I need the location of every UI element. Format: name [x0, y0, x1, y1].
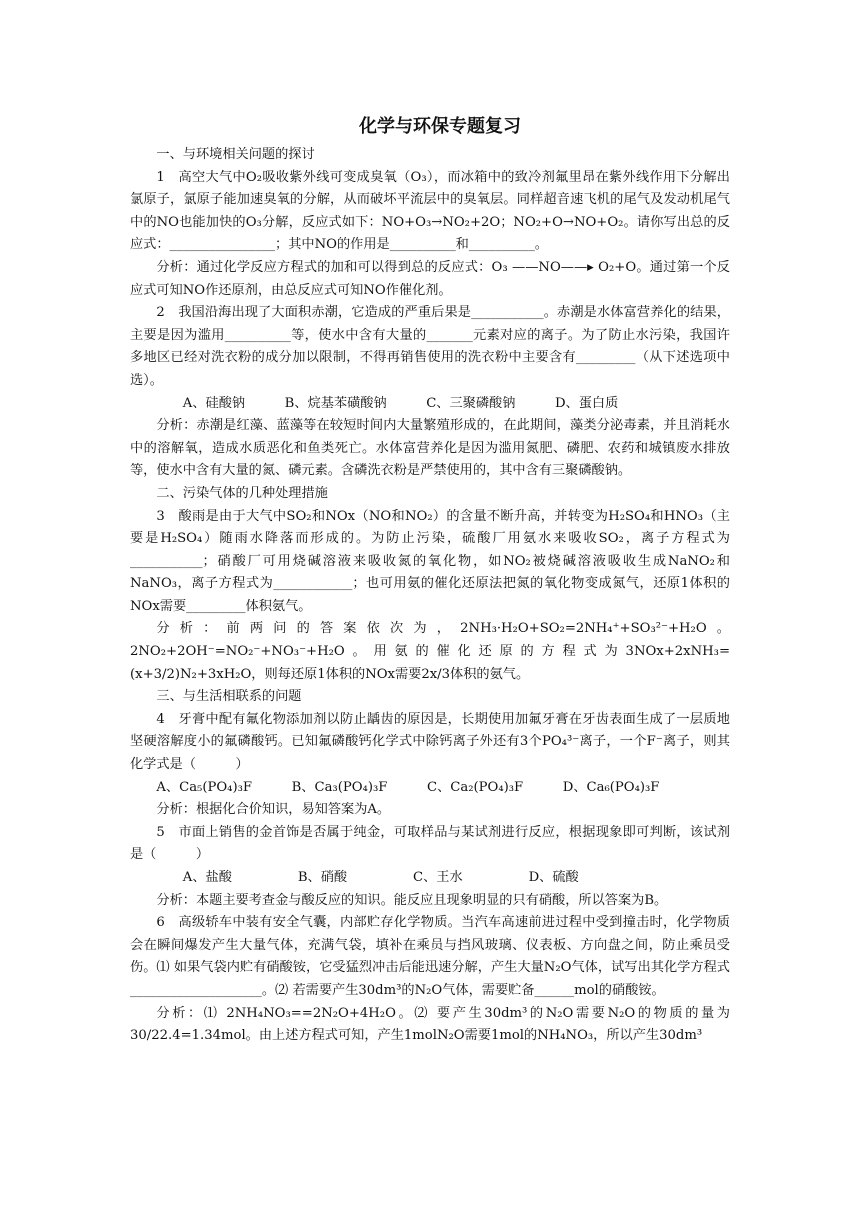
analysis-4: 分析：根据化合价知识，易知答案为A。 — [156, 802, 391, 818]
analysis-1: 分析：通过化学反应方程式的加和可以得到总的反应式：O₃ ——NO——▸ O₂+O。通过第一个反应式可知NO作还原剂，由总反应式可知NO作催化剂。 — [130, 259, 730, 298]
analysis-5: 分析：本题主要考查金与酸反应的知识。能反应且现象明显的只有硝酸，所以答案为B。 — [156, 892, 668, 908]
options-2: A、硅酸钠 B、烷基苯磺酸钠 C、三聚磷酸钠 D、蛋白质 — [182, 395, 619, 411]
question-6: 6 高级轿车中装有安全气囊，内部贮存化学物质。当汽车高速前进过程中受到撞击时，化学物质会在瞬间爆发产生大量气体，充满气袋，填补在乘员与挡风玻璃、仪表板、方向盘之间，防止乘员受伤。⑴ 如果气袋内贮有硝酸铵，它受猛烈冲击后能迅速分解，产生大量N₂O气体，试写出其化学方程式____________________。⑵ 若需要产生30dm³的N₂O气体，需要贮备______mol的硝酸铵。 — [130, 915, 730, 998]
document-page — [130, 112, 730, 1048]
question-5: 5 市面上销售的金首饰是否属于纯金，可取样品与某试剂进行反应，根据现象即可判断，该试剂是（ ） — [130, 824, 730, 863]
analysis-6: 分析：⑴ 2NH₄NO₃==2N₂O+4H₂O。⑵ 要产生30dm³的N₂O需要N₂O的物质的量为30/22.4=1.34mol。由上述方程式可知，产生1molN₂O需要1mol的NH₄NO₃，所以产生30dm³ — [130, 1005, 730, 1044]
question-1: 1 高空大气中O₂吸收紫外线可变成臭氧（O₃），而冰箱中的致冷剂氟里昂在紫外线作用下分解出氯原子，氯原子能加速臭氧的分解，从而破坏平流层中的臭氧层。同样超音速飞机的尾气及发动机尾气中的NO也能加快的O₃分解，反应式如下：NO+O₃→NO₂+2O；NO₂+O→NO+O₂。请你写出总的反应式：________________；其中NO的作用是__________和__________。 — [130, 169, 730, 253]
question-2: 2 我国沿海出现了大面积赤潮，它造成的严重后果是___________。赤潮是水体富营养化的结果，主要是因为滥用__________等，使水中含有大量的_______元素对应的离子。为了防止水污染，我国许多地区已经对洗衣粉的成分加以限制，不得再销售使用的洗衣粉中主要含有_________（从下述选项中选）。 — [130, 305, 730, 388]
analysis-2: 分析：赤潮是红藻、蓝藻等在较短时间内大量繁殖形成的，在此期间，藻类分泌毒素，并且消耗水中的溶解氧，造成水质恶化和鱼类死亡。水体富营养化是因为滥用氮肥、磷肥、农药和城镇废水排放等，使水中含有大量的氮、磷元素。含磷洗衣粉是严禁使用的，其中含有三聚磷酸钠。 — [130, 418, 730, 479]
question-3: 3 酸雨是由于大气中SO₂和NOx（NO和NO₂）的含量不断升高，并转变为H₂SO₄和HNO₃（主要是H₂SO₄）随雨水降落而形成的。为防止污染，硫酸厂用氨水来吸收SO₂，离子方程式为___________；硝酸厂可用烧碱溶液来吸收氮的氧化物，如NO₂被烧碱溶液吸收生成NaNO₂和NaNO₃，离子方程式为____________；也可用氨的催化还原法把氮的氧化物变成氮气，还原1体积的NOx需要_________体积氨气。 — [130, 508, 730, 614]
question-4: 4 牙膏中配有氟化物添加剂以防止龋齿的原因是，长期使用加氟牙膏在牙齿表面生成了一层质地坚硬溶解度小的氟磷酸钙。已知氟磷酸钙化学式中除钙离子外还有3个PO₄³⁻离子，一个F⁻离子，则其化学式是（ ） — [130, 711, 730, 773]
section-heading-3: 三、与生活相联系的问题 — [156, 689, 302, 705]
section-heading-1: 一、与环境相关问题的探讨 — [156, 147, 315, 162]
section-heading-2: 二、污染气体的几种处理措施 — [156, 485, 328, 501]
options-5: A、盐酸 B、硝酸 C、王水 D、硫酸 — [182, 870, 579, 885]
options-4: A、Ca₅(PO₄)₃F B、Ca₃(PO₄)₃F C、Ca₂(PO₄)₃F D、Ca₆(PO₄)₃F — [156, 779, 660, 795]
page-title: 化学与环保专题复习 — [359, 116, 521, 137]
analysis-3: 分析：前两问的答案依次为，2NH₃·H₂O+SO₂=2NH₄⁺+SO₃²⁻+H₂O。2NO₂+2OH⁻=NO₂⁻+NO₃⁻+H₂O。用氨的催化还原的方程式为3NOx+2xNH₃=(x+3/2)N₂+3xH₂O，则每还原1体积的NOx需要2x/3体积的氨气。 — [130, 621, 730, 682]
